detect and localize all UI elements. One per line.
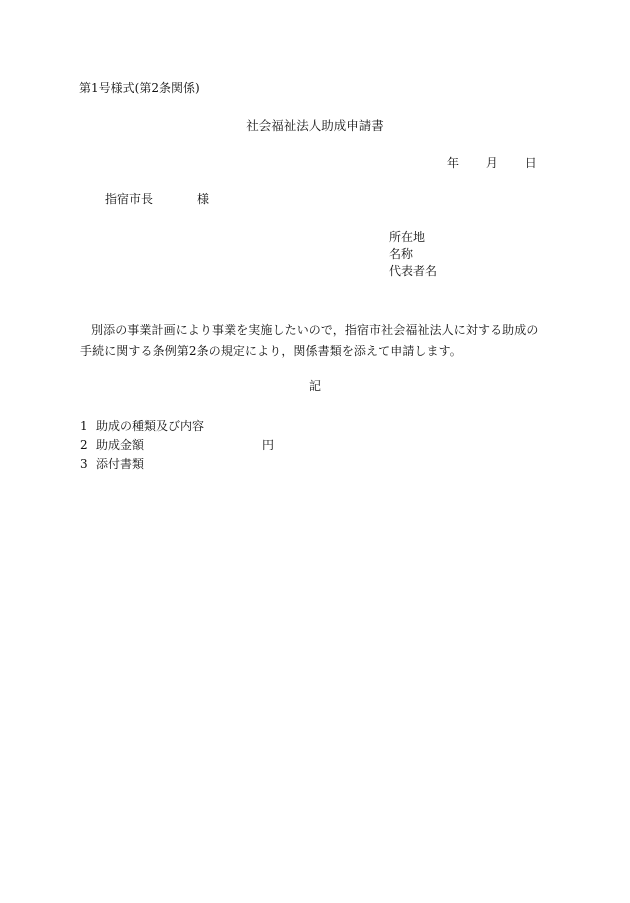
item-label: 助成の種類及び内容 bbox=[96, 418, 205, 433]
list-item bbox=[80, 454, 274, 473]
ki-heading: 記 bbox=[308, 379, 321, 393]
item-list bbox=[80, 416, 274, 473]
document-title: 社会福祉法人助成申請書 bbox=[246, 118, 384, 133]
date-day-label: 日 bbox=[524, 156, 537, 170]
date-year-label: 年 bbox=[447, 156, 460, 170]
addressee-line bbox=[105, 193, 209, 205]
item-label: 添付書類 bbox=[96, 456, 145, 471]
item-number: 2 bbox=[80, 437, 88, 452]
addressee-title: 指宿市長 bbox=[105, 192, 154, 206]
applicant-address-label: 所在地 bbox=[389, 230, 426, 244]
body-paragraph: 別添の事業計画により事業を実施したいので，指宿市社会福祉法人に対する助成の手続に関する条例第2条の規定により，関係書類を添えて申請します。 bbox=[80, 323, 539, 358]
applicant-name-label: 名称 bbox=[389, 247, 414, 261]
addressee-honorific: 様 bbox=[197, 192, 210, 206]
applicant-representative-label: 代表者名 bbox=[389, 264, 438, 278]
applicant-block bbox=[389, 231, 437, 282]
list-item bbox=[80, 435, 274, 454]
date-line bbox=[447, 157, 537, 169]
item-number: 1 bbox=[80, 418, 88, 433]
list-item bbox=[80, 416, 274, 435]
date-month-label: 月 bbox=[485, 156, 498, 170]
amount-unit: 円 bbox=[262, 437, 275, 452]
form-number: 第1号様式(第2条関係) bbox=[79, 81, 200, 95]
item-number: 3 bbox=[80, 456, 88, 471]
item-label: 助成金額 bbox=[96, 437, 145, 452]
